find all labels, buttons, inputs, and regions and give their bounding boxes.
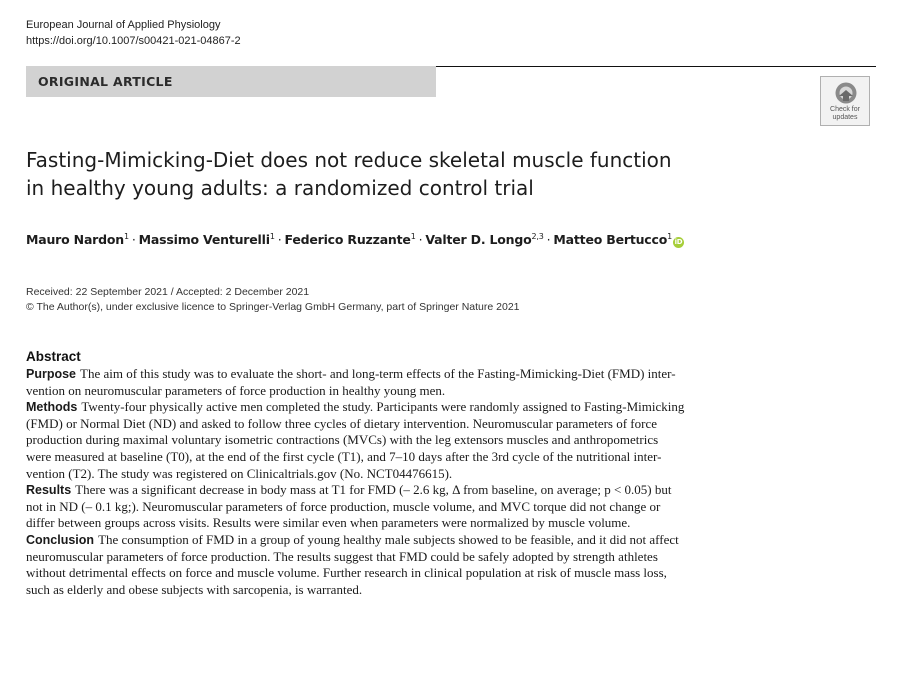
purpose-text: The aim of this study was to evaluate the short- and long-term effects of the Fasting-Mimicking-Diet (FMD) inter- — [80, 366, 676, 381]
header-rule — [436, 66, 876, 67]
article-dates — [26, 285, 520, 315]
abstract-line — [26, 366, 876, 383]
author-name[interactable]: Federico Ruzzante — [284, 232, 411, 248]
abstract-body — [26, 366, 876, 598]
methods-label: Methods — [26, 400, 78, 415]
check-for-updates-badge[interactable] — [820, 76, 870, 126]
author-affiliation: 1 — [123, 232, 129, 241]
author-name[interactable]: Valter D. Longo — [425, 232, 532, 248]
author-affiliation: 1 — [667, 232, 673, 241]
author-separator: · — [277, 232, 282, 248]
conclusion-text: The consumption of FMD in a group of young healthy male subjects showed to be feasible, and it did not affect — [98, 531, 679, 547]
author-separator: · — [131, 232, 136, 248]
author-affiliation: 2,3 — [531, 232, 544, 241]
received-accepted-dates: Received: 22 September 2021 / Accepted: 2 December 2021 — [26, 286, 310, 298]
abstract-line: were measured at baseline (T0), at the end of the first cycle (T1), and 7–10 days after the 3rd cycle of the nutritional inter- — [26, 448, 662, 464]
title-line-1: Fasting-Mimicking-Diet does not reduce skeletal muscle function — [26, 148, 672, 172]
abstract-line: neuromuscular parameters of force production. The results suggest that FMD could be safely adopted by strength athletes — [26, 548, 658, 564]
journal-header — [26, 17, 241, 49]
abstract-line: vention (T2). The study was registered on Clinicaltrials.gov (No. NCT04476615). — [26, 465, 453, 481]
article-title — [26, 146, 786, 202]
abstract-line: (FMD) or Normal Diet (ND) and asked to follow three cycles of dietary intervention. Neuromuscular parameters of force — [26, 415, 658, 431]
author-affiliation: 1 — [269, 232, 275, 241]
methods-text: Twenty-four physically active men completed the study. Participants were randomly assigned to Fasting-Mimicking — [81, 399, 685, 415]
purpose-label: Purpose — [26, 367, 77, 381]
abstract-line — [26, 532, 876, 549]
results-text: There was a significant decrease in body mass at T1 for FMD (– 2.6 kg, Δ from baseline, on average; p < 0.05) but — [75, 482, 672, 498]
abstract-line: vention on neuromuscular parameters of force production in healthy young men. — [26, 382, 446, 398]
results-label: Results — [26, 483, 72, 498]
check-for-updates-icon — [834, 81, 858, 105]
author-separator: · — [418, 232, 423, 248]
journal-name: European Journal of Applied Physiology — [26, 19, 221, 31]
abstract-line: such as elderly and obese subjects with sarcopenia, is warranted. — [26, 581, 363, 597]
abstract-line: production during maximal voluntary isometric contractions (MVCs) with the leg extensors muscles and anthropometrics — [26, 432, 659, 448]
author-name[interactable]: Matteo Bertucco — [553, 232, 668, 248]
author-affiliation: 1 — [410, 232, 416, 241]
doi-link[interactable]: https://doi.org/10.1007/s00421-021-04867-2 — [26, 35, 241, 47]
article-type-bar — [26, 66, 436, 97]
abstract-line: differ between groups across visits. Results were similar even when parameters were normalized by muscle volume. — [26, 515, 631, 531]
copyright-notice: © The Author(s), under exclusive licence to Springer-Verlag GmbH Germany, part of Springer Nature 2021 — [26, 301, 520, 313]
article-type-label: ORIGINAL ARTICLE — [38, 74, 173, 89]
abstract-line: not in ND (– 0.1 kg;). Neuromuscular parameters of force production, muscle volume, and MVC torque did not change or — [26, 498, 661, 514]
author-name[interactable]: Mauro Nardon — [26, 232, 124, 248]
abstract-line: without detrimental effects on force and muscle volume. Further research in clinical population at risk of muscle mass loss, — [26, 565, 667, 581]
title-line-2: in healthy young adults: a randomized control trial — [26, 176, 534, 200]
check-for-updates-text: Check for updates — [830, 106, 860, 121]
author-name[interactable]: Massimo Venturelli — [138, 232, 270, 248]
author-separator: · — [546, 232, 551, 248]
conclusion-label: Conclusion — [26, 532, 95, 547]
orcid-icon[interactable]: iD — [674, 238, 683, 247]
abstract-line — [26, 482, 876, 499]
author-list — [26, 232, 684, 248]
abstract-heading: Abstract — [26, 349, 81, 364]
abstract-line — [26, 399, 876, 416]
